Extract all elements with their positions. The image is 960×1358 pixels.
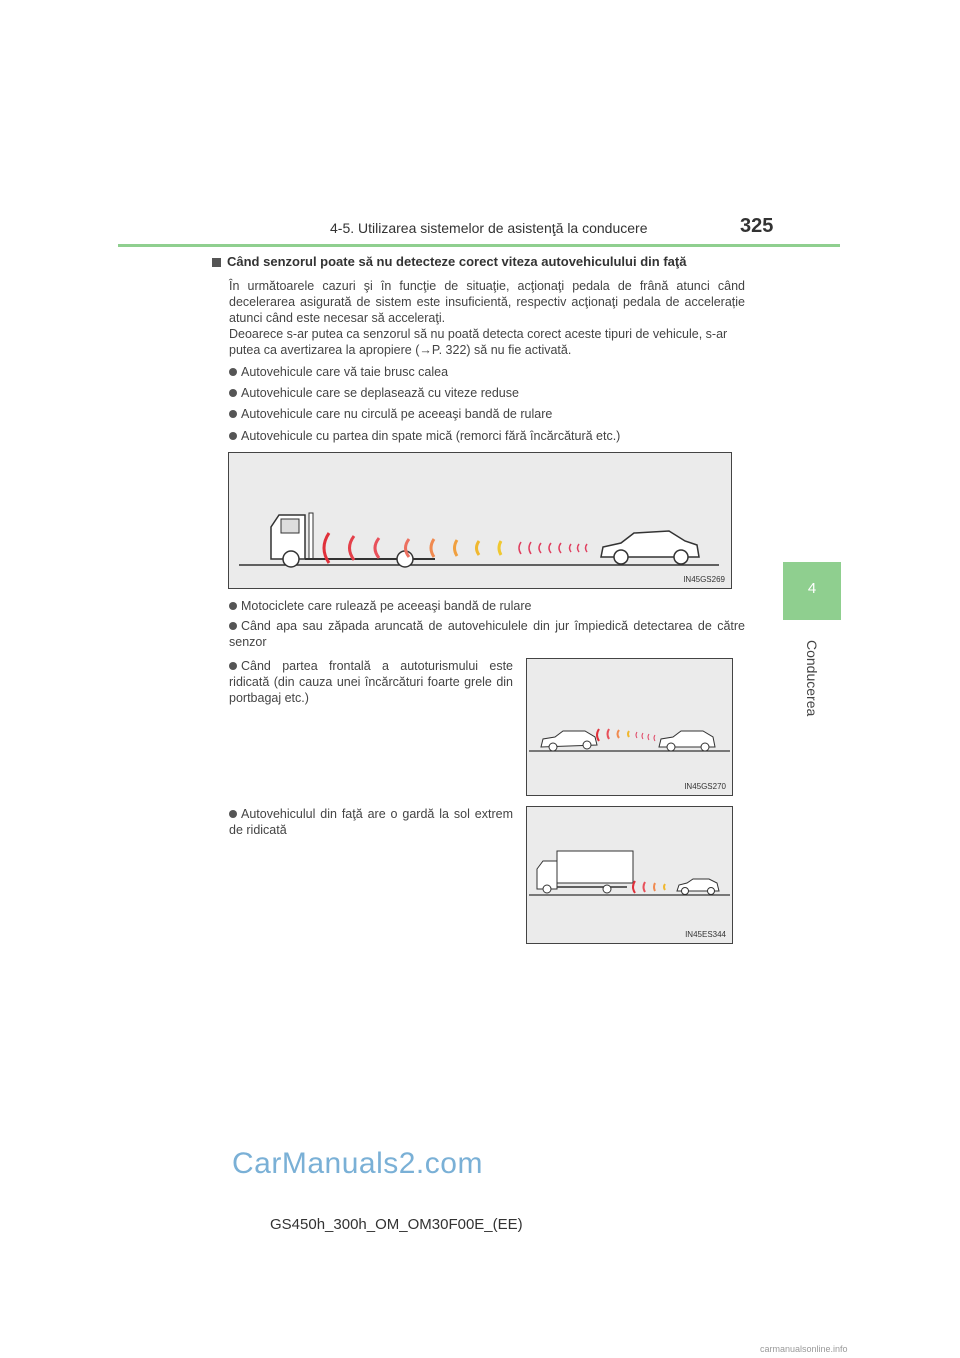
figure-raised-front [526,658,733,796]
bullet-icon [229,410,237,418]
list-item: Când apa sau zăpada aruncată de autovehiculele din jur împiedică detectarea de către senzor [229,619,745,649]
bullet-icon [229,389,237,397]
figure-trailer-detection [228,452,732,589]
document-code: GS450h_300h_OM_OM30F00E_(EE) [270,1216,523,1233]
chapter-number: 4 [807,580,817,597]
bullet-icon [229,368,237,376]
figure-high-clearance [526,806,733,944]
list-item: Autovehicule care vă taie brusc calea [229,364,448,380]
figure-code: IN45GS269 [683,575,725,584]
page-number: 325 [740,215,774,237]
chapter-label: Conducerea [804,640,820,717]
chapter-label-container [766,640,858,740]
list-item: Autovehicule cu partea din spate mică (remorci fără încărcătură etc.) [229,428,620,444]
list-item: Când partea frontală a autoturismului este ridicată (din cauza unei încărcături foarte grele din portbagaj etc.) [229,659,513,705]
list-item: Autovehiculul din faţă are o gardă la sol extrem de ridicată [229,807,513,837]
list-item: Autovehicule care nu circulă pe aceeaşi bandă de rulare [229,406,552,422]
chapter-tab [783,562,841,620]
list-item: Autovehicule care se deplasează cu viteze reduse [229,385,519,401]
figure-code: IN45GS270 [684,782,726,791]
list-item: Motociclete care rulează pe aceeaşi bandă de rulare [229,598,531,614]
trailer-illustration [229,453,731,588]
heading-square-icon [212,258,221,267]
watermark-link[interactable]: CarManuals2.com [232,1147,483,1180]
intro-paragraph: În următoarele cazuri şi în funcţie de situaţie, acţionaţi pedala de frână atunci când decelerarea asigurată de sistem este insuficientă, respectiv acţionaţi pedala de accelerație atunci când este necesar să acceleraţi. [229,279,745,325]
raised-front-illustration [527,659,732,795]
warning-paragraph: Deoarece s-ar putea ca senzorul să nu poată detecta corect aceste tipuri de vehicule, s-ar putea ca avertizarea la apropiere (→P. 322) să nu fie activată. [229,327,728,357]
high-clearance-illustration [527,807,732,943]
header-rule [118,244,840,247]
bullet-icon [229,810,237,818]
figure-code: IN45ES344 [685,930,726,939]
bullet-icon [229,432,237,440]
bullet-icon [229,622,237,630]
watermark-secondary[interactable]: carmanualsonline.info [760,1344,848,1354]
section-heading: Când senzorul poate să nu detecteze corect viteza autovehiculului din faţă [227,254,687,269]
bullet-icon [229,662,237,670]
section-title: 4-5. Utilizarea sistemelor de asistenţă la conducere [330,220,648,236]
bullet-icon [229,602,237,610]
